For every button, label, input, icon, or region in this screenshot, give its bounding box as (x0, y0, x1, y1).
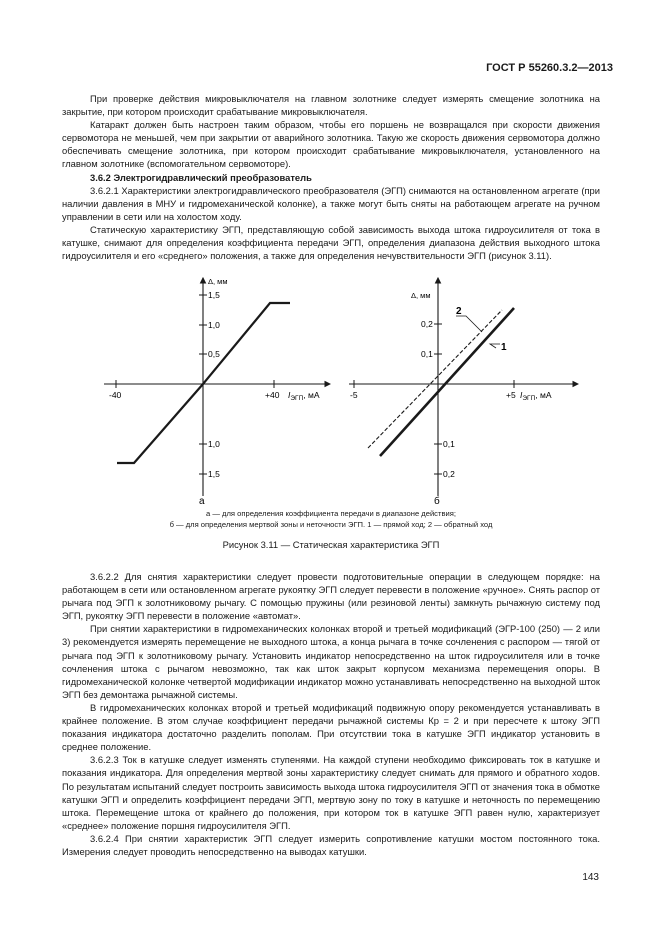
line-label-1: 1 (501, 342, 507, 353)
left-ytick-label: 1,0 (208, 320, 220, 330)
right-line-1-forward (380, 308, 514, 456)
line-label-2: 2 (456, 306, 462, 317)
left-y-label: Δ, мм (208, 277, 228, 286)
paragraph: 3.6.2.2 Для снятия характеристики следует провести подготовительные операции в следующем порядке: на работающем в сети или остановленном агрегате рукоятку ЭГП следует перевести в положение «ручное». Снять распор от рычага под ЭГП к золотниковому рычагу. С помощью пружины (или резиновой ленты) замкнуть рычажную систему под ЭГП, рукоятку ЭГП перевести в положение «автомат». (62, 571, 600, 622)
left-xtick-label: +40 (265, 390, 280, 400)
right-ytick-label: 0,1 (421, 349, 433, 359)
right-xtick-label: -5 (350, 390, 358, 400)
left-ytick-label: 1,5 (208, 290, 220, 300)
left-ytick-label: 1,0 (208, 439, 220, 449)
left-x-label: $I_{ЭГП}$, мА (288, 390, 320, 402)
leader-line-2 (456, 316, 482, 332)
figure-svg (62, 268, 600, 513)
right-y-label: Δ, мм (411, 291, 431, 300)
right-ytick-label: 0,2 (421, 319, 433, 329)
right-chart (349, 278, 578, 507)
bottom-text-block (62, 570, 600, 858)
left-chart (104, 277, 330, 507)
paragraph: При проверке действия микровыключателя на главном золотнике следует измерять смещение золотника на закрытие, при котором происходит срабатывание микровыключателя. (62, 93, 600, 118)
section-heading: 3.6.2 Электрогидравлический преобразователь (90, 171, 312, 183)
top-text-block (62, 92, 600, 262)
paragraph: Катаракт должен быть настроен таким образом, чтобы его поршень не возвращался при скорости движения сервомотора не меньшей, чем при закрытии от аварийного золотника. Такую же скорость движения сервомотора должно обеспечивать смещение золотника, при котором происходит срабатывание микровыключателя, установленного на главном золотнике (вспомогательном сервомоторе). (62, 119, 600, 170)
figure-caption-a: а — для определения коэффициента передачи в диапазоне действия; (206, 509, 456, 518)
right-xtick-label: +5 (506, 390, 516, 400)
paragraph: 3.6.2.4 При снятии характеристик ЭГП следует измерить сопротивление катушки мостом постоянного тока. Измерения следует проводить непосредственно на выводах катушки. (62, 832, 600, 857)
paragraph: При снятии характеристики в гидромеханических колонках второй и третьей модификаций (ЭГР-100 (250) — 2 или 3) рекомендуется измерять перемещение не выходного штока, а конца рычага в точке сочленения с распором — тягой от рычага под ЭГП к золотниковому рычагу. Установить индикатор непосредственно на шток гидроусилителя или в точке сочленения штока с рычагом невозможно, так как шток закрыт корпусом механизма перемещения опоры. В гидромеханической колонке четвертой модификации индикатор можно устанавливать непосредственно на выходной шток ЭГП без демонтажа рычажной системы. (62, 623, 600, 700)
panel-letter-a: а (199, 496, 205, 507)
figure-title: Рисунок 3.11 — Статическая характеристика ЭГП (222, 539, 440, 550)
paragraph: В гидромеханических колонках второй и третьей модификаций подвижную опору рекомендуется устанавливать в крайнее положение. В этом случае коэффициент передачи рычажной системы Кр = 2 и при пересчете к штоку ЭГП показания индикатора достаточно разделить пополам. При отсутствии тока в катушке ЭГП индикатор установить в среднее положение. (62, 701, 600, 753)
right-line-2-reverse (368, 310, 502, 448)
paragraph: Статическую характеристику ЭГП, представляющую собой зависимость выхода штока гидроусилителя от тока в катушке, снимают для определения коэффициента передачи ЭГП, определения диапазона действия выходного штока гидроусилителя и его «среднего» положения, а также для определения нечувствительности ЭГП (рисунок 3.11). (62, 223, 600, 262)
left-xtick-label: -40 (109, 390, 122, 400)
right-x-label: $I_{ЭГП}$, мА (520, 390, 552, 402)
document-header: ГОСТ Р 55260.3.2—2013 (486, 62, 613, 74)
figure-3-11 (62, 268, 600, 513)
paragraph: 3.6.2.1 Характеристики электрогидравлического преобразователя (ЭГП) снимаются на остановленном агрегате (при наличии давления в МНУ и гидромеханической колонке), а также могут быть сняты на работающем агрегате на ручном управлении в сети или на холостом ходу. (62, 184, 600, 222)
page-number: 143 (582, 872, 599, 883)
left-ytick-label: 0,5 (208, 349, 220, 359)
right-ytick-label: 0,1 (443, 439, 455, 449)
left-ytick-label: 1,5 (208, 469, 220, 479)
panel-letter-b: б (434, 496, 440, 507)
paragraph: 3.6.2.3 Ток в катушке следует изменять ступенями. На каждой ступени необходимо фиксировать ток в катушке и показания индикатора. Для определения мертвой зоны характеристику следует снимать для прямого и обратного ходов. По результатам испытаний следует построить зависимость выхода штока гидроусилителя ЭГП от значения тока в обмотке катушки ЭГП и определить коэффициент передачи ЭГП, мертвую зону по току в катушке и неточность по перемещению штока. Перемещение штока от крайнего до положения, при котором ток в катушке ЭГП равен нулю, характеризует «среднее» положение поршня гидроусилителя ЭГП. (62, 754, 600, 831)
right-ytick-label: 0,2 (443, 469, 455, 479)
figure-caption-b: б — для определения мертвой зоны и неточности ЭГП. 1 — прямой ход; 2 — обратный ход (169, 520, 493, 529)
leader-line-1 (490, 344, 500, 348)
